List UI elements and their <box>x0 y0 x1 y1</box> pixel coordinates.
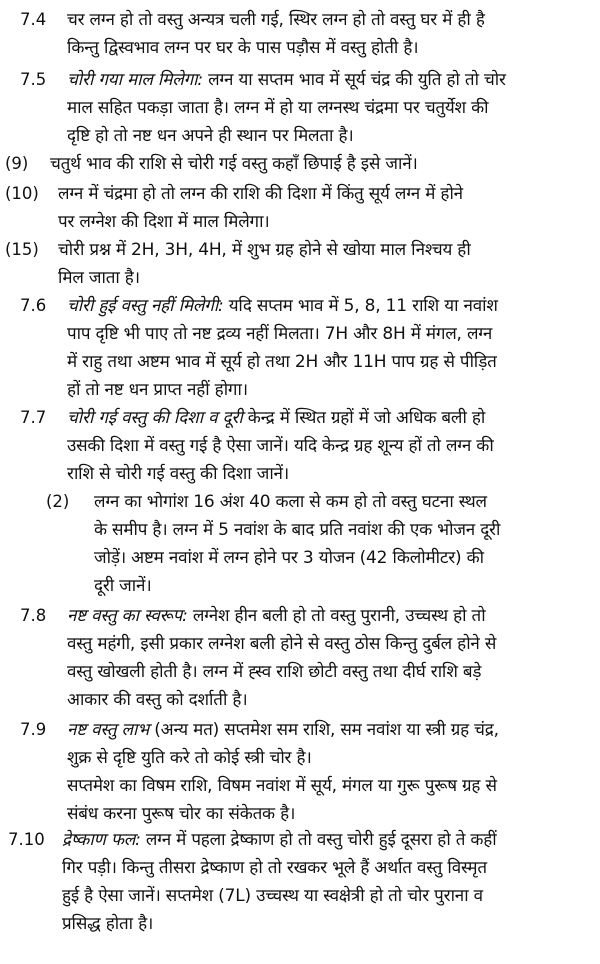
entry-number: (2) <box>46 492 70 511</box>
body-text: लग्न में चंद्रमा हो तो लग्न की राशि की दिशा में किंतु सूर्य लग्न में होने <box>58 184 463 204</box>
text-line <box>67 122 354 150</box>
text-line <box>67 772 497 800</box>
body-text: मिल जाता है। <box>58 268 140 288</box>
body-text: दूरी जानें। <box>94 576 152 596</box>
italic-heading: द्रेष्काण फल: <box>62 830 141 850</box>
italic-heading: नष्ट वस्तु का स्वरूप: <box>67 606 188 626</box>
body-text: चतुर्थ भाव की राशि से चोरी गई वस्तु कहाँ छिपाई है इसे जानें। <box>50 154 418 174</box>
italic-heading: चोरी गया माल मिलेगा: <box>67 70 203 90</box>
body-text: आकार की वस्तु को दर्शाती है। <box>67 690 248 710</box>
text-line <box>67 602 485 630</box>
text-line <box>67 66 506 94</box>
text-line <box>58 180 463 208</box>
entry-number: 7.5 <box>20 70 47 89</box>
body-text: सप्तमेश का विषम राशि, विषम नवांश में सूर्य, मंगल या गुरू पुरूष ग्रह से <box>67 776 497 796</box>
text-line <box>67 320 492 348</box>
text-line <box>62 910 153 938</box>
text-line <box>67 6 485 34</box>
entry-number: 7.10 <box>8 830 45 849</box>
entry-number: 7.7 <box>20 408 47 427</box>
text-line <box>67 716 499 744</box>
entry-number: 7.6 <box>20 296 47 315</box>
body-text: हुई है ऐसा जानें। सप्तमेश (7L) उच्चस्थ या स्वक्षेत्री हो तो चोर पुराना व <box>62 886 483 906</box>
body-text: में राहु तथा अष्टम भाव में सूर्य हो तथा 2H और 11H पाप ग्रह से पीड़ित <box>67 352 497 372</box>
entry-number: 7.8 <box>20 606 47 625</box>
body-text: राशि से चोरी गई वस्तु की दिशा जानें। <box>67 464 290 484</box>
body-text: प्रसिद्ध होता है। <box>62 914 154 934</box>
body-text: जोड़ें। अष्टम नवांश में लग्न होने पर 3 योजन (42 किलोमीटर) की <box>94 548 484 568</box>
text-line <box>94 488 487 516</box>
text-line <box>67 292 498 320</box>
body-text: के समीप है। लग्न में 5 नवांश के बाद प्रति नवांश की एक भोजन दूरी <box>94 520 501 540</box>
body-text: किन्तु द्विस्वभाव लग्न पर घर के पास पड़ौस में वस्तु होती है। <box>67 38 419 58</box>
body-text: लग्नेश हीन बली हो तो वस्तु पुरानी, उच्चस्थ हो तो <box>187 606 486 626</box>
body-text: चोरी प्रश्न में 2H, 3H, 4H, में शुभ ग्रह होने से खोया माल निश्चय ही <box>58 240 471 260</box>
text-line <box>67 94 488 122</box>
text-line <box>94 544 484 572</box>
text-line <box>58 264 140 292</box>
body-text: माल सहित पकड़ा जाता है। लग्न में हो या लग्नस्थ चंद्रमा पर चतुर्येश की <box>67 98 489 118</box>
text-line <box>62 882 483 910</box>
text-line <box>94 572 151 600</box>
body-text: गिर पड़ी। किन्तु तीसरा द्रेष्काण हो तो रखकर भूले हैं अर्थात वस्तु विस्मृत <box>62 858 487 878</box>
italic-heading: नष्ट वस्तु लाभ <box>67 720 150 740</box>
body-text: पाप दृष्टि भी पाए तो नष्ट द्रव्य नहीं मिलता। 7H और 8H में मंगल, लग्न <box>67 324 493 344</box>
entry-number: 7.4 <box>20 10 47 29</box>
body-text: संबंध करना पुरूष चोर का संकेतक है। <box>67 804 296 824</box>
italic-heading: चोरी गई वस्तु की दिशा व दूरी <box>67 408 243 428</box>
body-text: लग्न का भोगांश 16 अंश 40 कला से कम हो तो वस्तु घटना स्थल <box>94 492 487 512</box>
body-text: केन्द्र में स्थित ग्रहों में जो अधिक बली हो <box>242 408 486 428</box>
body-text: वस्तु महंगी, इसी प्रकार लग्नेश बली होने से वस्तु ठोस किन्तु दुर्बल होने से <box>67 634 497 654</box>
body-text: पर लग्नेश की दिशा में माल मिलेगा। <box>58 212 270 232</box>
entry-number: (10) <box>5 184 39 203</box>
entry-number: (9) <box>5 154 29 173</box>
text-line <box>67 376 248 404</box>
text-line <box>67 460 289 488</box>
text-line <box>67 744 312 772</box>
text-line <box>67 658 481 686</box>
text-line <box>67 432 494 460</box>
body-text: उसकी दिशा में वस्तु गई है ऐसा जानें। यदि केन्द्र ग्रह शून्य हों तो लग्न की <box>67 436 494 456</box>
text-line <box>58 236 471 264</box>
italic-heading: चोरी हुई वस्तु नहीं मिलेगी: <box>67 296 224 316</box>
body-text: (अन्य मत) सप्तमेश सम राशि, सम नवांश या स्त्री ग्रह चंद्र, <box>149 720 499 740</box>
text-line <box>94 516 500 544</box>
body-text: लग्न में पहला द्रेष्काण हो तो वस्तु चोरी हुई दूसरा हो ते कहीं <box>140 830 497 850</box>
body-text: यदि सप्तम भाव में 5, 8, 11 राशि या नवांश <box>223 296 498 316</box>
text-line <box>67 686 247 714</box>
body-text: दृष्टि हो तो नष्ट धन अपने ही स्थान पर मिलता है। <box>67 126 354 146</box>
text-line <box>62 854 487 882</box>
body-text: लग्न या सप्तम भाव में सूर्य चंद्र की युति हो तो चोर <box>202 70 506 90</box>
entry-number: 7.9 <box>20 720 47 739</box>
text-line <box>50 150 418 178</box>
text-line <box>67 348 497 376</box>
text-line <box>58 208 270 236</box>
text-line <box>67 630 496 658</box>
text-line <box>67 34 418 62</box>
text-line <box>62 826 497 854</box>
entry-number: (15) <box>5 240 39 259</box>
text-line <box>67 404 485 432</box>
body-text: हों तो नष्ट धन प्राप्त नहीं होगा। <box>67 380 248 400</box>
body-text: शुक्र से दृष्टि युति करे तो कोई स्त्री चोर है। <box>67 748 312 768</box>
text-line <box>67 800 295 828</box>
body-text: चर लग्न हो तो वस्तु अन्यत्र चली गई, स्थिर लग्न हो तो वस्तु घर में ही है <box>67 10 485 30</box>
body-text: वस्तु खोखली होती है। लग्न में ह्स्व राशि छोटी वस्तु तथा दीर्घ राशि बड़े <box>67 662 482 682</box>
